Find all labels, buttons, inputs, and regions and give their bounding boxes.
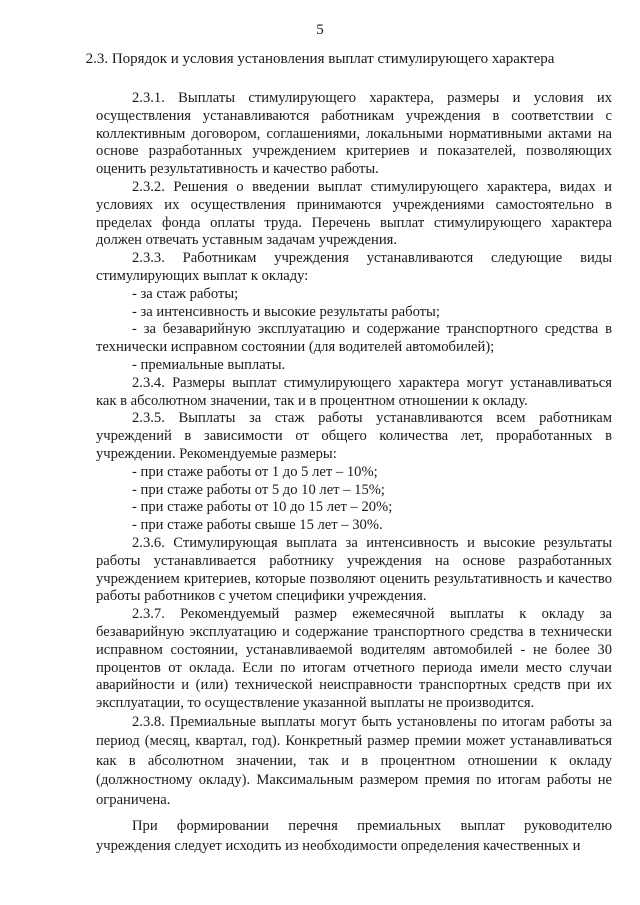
list-item-bonus: - премиальные выплаты. bbox=[132, 356, 286, 373]
list-item-seniority-1-5: - при стаже работы от 1 до 5 лет – 10%; bbox=[132, 463, 378, 480]
page-number: 5 bbox=[316, 22, 324, 38]
paragraph-2-3-2: 2.3.2. Решения о введении выплат стимулирующего характера, видах и условиях их осуществления принимаются учреждениями самостоятельно в пределах фонда оплаты труда. Перечень выплат стимулирующего характера должен отвечать уставным задачам учреждения. bbox=[96, 178, 612, 249]
list-item-seniority-10-15: - при стаже работы от 10 до 15 лет – 20%; bbox=[132, 499, 393, 516]
list-item-seniority-over-15: - при стаже работы свыше 15 лет – 30%. bbox=[132, 517, 383, 534]
paragraph-2-3-6: 2.3.6. Стимулирующая выплата за интенсивность и высокие результаты работы устанавливается работнику учреждения на основе разработанных учреждением критериев, которые позволяют оценить результативность и качество работы работников с учетом специфики учреждения. bbox=[96, 534, 612, 605]
paragraph-2-3-3: 2.3.3. Работникам учреждения устанавливаются следующие виды стимулирующих выплат к окладу: bbox=[96, 250, 612, 284]
paragraph-2-3-1: 2.3.1. Выплаты стимулирующего характера, размеры и условия их осуществления устанавливаются работникам учреждения в соответствии с коллективным договором, соглашениями, локальными нормативными актами на основе разработанных учреждением критериев и показателей, позволяющих оценить результативность и качество работы. bbox=[96, 90, 612, 178]
paragraph-2-3-7: 2.3.7. Рекомендуемый размер ежемесячной выплаты к окладу за безаварийную эксплуатацию и содержание транспортного средства в технически исправном состоянии, устанавливаемой водителям автомобилей - не более 30 процентов от оклада. Если по итогам отчетного периода имели место случаи аварийности и (или) технической неисправности транспортных средств при их эксплуатации, то осуществление указанной выплаты не производится. bbox=[96, 606, 612, 712]
section-title: 2.3. Порядок и условия установления выплат стимулирующего характера bbox=[85, 51, 555, 67]
paragraph-final: При формировании перечня премиальных выплат руководителю учреждения следует исходить из необходимости определения качественных и bbox=[96, 818, 612, 855]
paragraph-2-3-8: 2.3.8. Премиальные выплаты могут быть установлены по итогам работы за период (месяц, квартал, год). Конкретный размер премии может устанавливаться как в абсолютном значении, так и в процентном отношении к окладу (должностному окладу). Максимальным размером премия по итогам работы не ограничена. bbox=[96, 713, 612, 808]
document-body bbox=[96, 90, 612, 856]
paragraph-2-3-5: 2.3.5. Выплаты за стаж работы устанавливаются всем работникам учреждений в зависимости от общего количества лет, проработанных в учреждении. Рекомендуемые размеры: bbox=[96, 410, 612, 462]
list-item-intensity: - за интенсивность и высокие результаты работы; bbox=[132, 303, 440, 320]
list-item-safe-operation: - за безаварийную эксплуатацию и содержание транспортного средства в технически исправном состоянии (для водителей автомобилей); bbox=[96, 321, 612, 356]
list-item-seniority: - за стаж работы; bbox=[132, 285, 239, 302]
list-item-seniority-5-10: - при стаже работы от 5 до 10 лет – 15%; bbox=[132, 481, 385, 498]
paragraph-2-3-4: 2.3.4. Размеры выплат стимулирующего характера могут устанавливаться как в абсолютном значении, так и в процентном отношении к окладу. bbox=[96, 374, 612, 409]
